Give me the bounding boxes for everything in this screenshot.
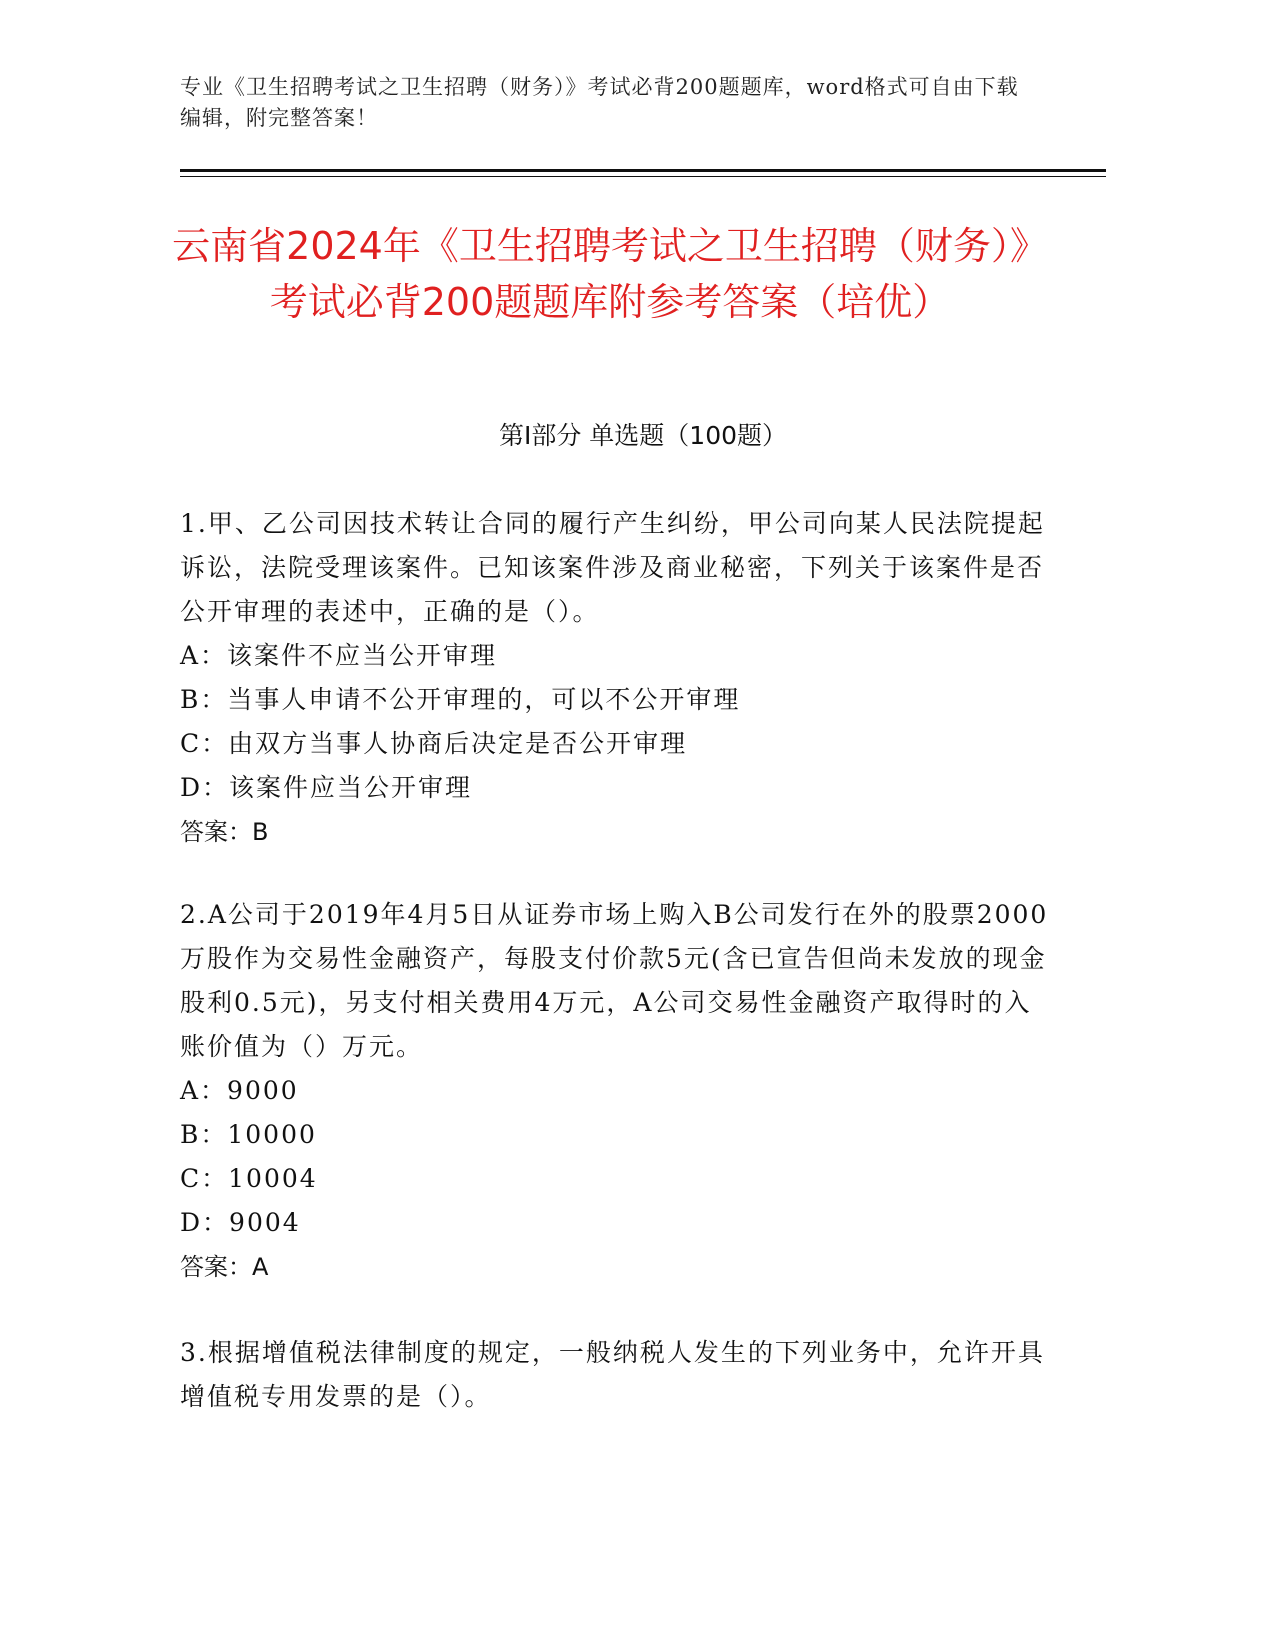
option-a: A：9000 [180, 1076, 299, 1105]
header-divider-thick [180, 169, 1106, 172]
document-title: 云南省2024年《卫生招聘考试之卫生招聘（财务）》考试必背200题题库附参考答案（培优） [172, 224, 1048, 324]
option-b: B：10000 [180, 1120, 317, 1149]
option-d: D：9004 [180, 1208, 301, 1237]
question-stem: 2.A公司于2019年4月5日从证券市场上购入B公司发行在外的股票2000万股作为交易性金融资产，每股支付价款5元(含已宣告但尚未发放的现金股利0.5元)，另支付相关费用4万元，A公司交易性金融资产取得时的入账价值为（）万元。 [180, 900, 1049, 1061]
option-b: B：当事人申请不公开审理的，可以不公开审理 [180, 685, 741, 714]
section-title: 第I部分 单选题（100题） [498, 421, 788, 450]
option-list [180, 634, 1050, 810]
header-note: 专业《卫生招聘考试之卫生招聘（财务）》考试必背200题题库，word格式可自由下载编辑，附完整答案！ [180, 75, 1019, 130]
option-c: C：由双方当事人协商后决定是否公开审理 [180, 729, 688, 758]
question-2 [180, 893, 1050, 1289]
answer-label: 答案：B [180, 818, 269, 846]
option-c: C：10004 [180, 1164, 318, 1193]
question-3 [180, 1331, 1050, 1419]
question-stem: 3.根据增值税法律制度的规定，一般纳税人发生的下列业务中，允许开具增值税专用发票的是（）。 [180, 1338, 1045, 1411]
option-d: D：该案件应当公开审理 [180, 773, 473, 802]
question-1 [180, 502, 1050, 854]
header-divider-thin [180, 176, 1106, 177]
answer-label: 答案：A [180, 1253, 269, 1281]
option-a: A：该案件不应当公开审理 [180, 641, 498, 670]
question-stem: 1.甲、乙公司因技术转让合同的履行产生纠纷，甲公司向某人民法院提起诉讼，法院受理该案件。已知该案件涉及商业秘密，下列关于该案件是否公开审理的表述中，正确的是（）。 [180, 509, 1045, 626]
option-list [180, 1069, 1050, 1245]
